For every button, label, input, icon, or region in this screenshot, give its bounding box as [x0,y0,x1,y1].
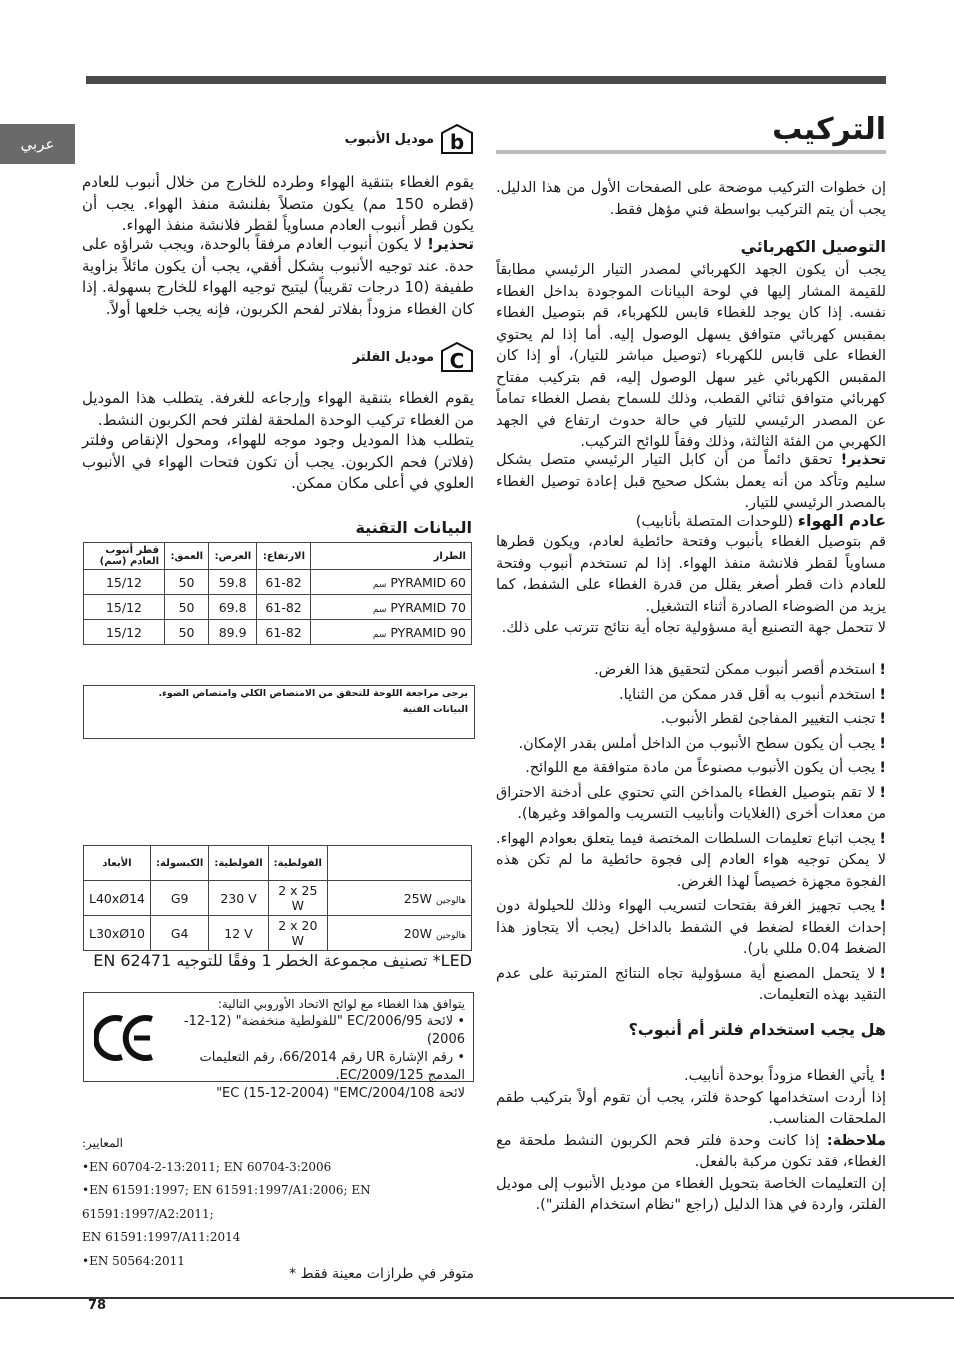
language-tab: عربي [0,124,75,164]
electrical-warning [496,450,886,515]
duct-model-warning [82,234,474,320]
electrical-body: يجب أن يكون الجهد الكهربائي لمصدر التيار الرئيسي مطابقاً للقيمة المشار إليها في لوحة البيانات الموجودة بداخل الغطاء نفسه. إذا كان يوجد للغطاء قابس للكهرباء، قم بتوصيل الغطاء بمقبس كهربائي متوافق يسهل الوصول إليه. أما إذا لم يحتوي الغطاء على قابس للكهرباء (توصيل مباشر للتيار)، أو إذا كان المقبس الكهربائي غير سهل الوصول إليه، قم بتركيب مفتاح كهربائي متوافق ثنائي القطب، وذلك للسماح بفصل الغطاء تماماً عن المصدر الرئيسي للتيار في حالة حدوث ارتفاع في الجهد الكهربي من الفئة الثالثة، وذلك وفقاً للوائح التركيب. [496,262,886,450]
filter-model-heading: موديل الفلتر [352,349,434,365]
filter-model-body1: يقوم الغطاء بتنقية الهواء وإرجاعه للغرفة. يتطلب هذا الموديل من الغطاء تركيب الوحدة الملحقة لفلتر فحم الكربون النشط. [82,389,474,429]
standards-title: المعايير: [82,1136,123,1150]
page-title: التركيب [772,112,886,147]
filter-line2: إذا أردت استخدامها كوحدة فلتر، يجب أن تقوم أولاً بتركيب طقم الملحقات المناسب. [496,1089,886,1127]
duct-model-icon [440,123,474,155]
list-item: !يجب اتباع تعليمات السلطات المختصة فيما يتعلق بعوادم الهواء. لا يمكن توجيه هواء العادم إلى فجوة حائطية ما لم تكن هذه الفجوة مجهزة خصيصاً لهذا الغرض. [496,830,886,890]
warning-text: تحقق دائماً من أن كابل التيار الرئيسي متصل بشكل سليم وتأكد من أنه يعمل بشكل صحيح قبل إعادة توصيل الغطاء بالمصدر الرئيسي للتيار. [496,452,886,511]
duct-model-header [300,122,474,156]
warning-label: تحذير! [427,235,474,253]
rating-plate-line1: يرجى مراجعة اللوحة للتحقق من الامتصاص الكلي وامتصاص الضوء. [158,688,468,699]
led-note: LED* تصنيف مجموعة الخطر 1 وفقًا للتوجيه EN 62471 [93,951,472,970]
list-item: !لا تقم بتوصيل الغطاء بالمداخن التي تحتوي على أدخنة الاحتراق من معدات أخرى (الغلايات وأنابيب التسريب والمواقد وغيرها). [496,784,886,822]
standards-line: •EN 60704-2-13:2011; EN 60704-3:2006 [82,1159,332,1174]
filter-model-icon [440,341,474,373]
col-volts: الفولطية: [209,846,268,881]
standards-line: •EN 61591:1997; EN 61591:1997/A1:2006; EN 61591:1997/A2:2011; [82,1183,371,1221]
compliance-box [83,992,474,1101]
exhaust-heading-note: (للوحدات المتصلة بأنابيب) [635,514,794,530]
rating-plate-line2: البيانات الفنية [402,704,468,715]
table-header-row [84,543,472,570]
duct-model-heading: موديل الأنبوب [344,131,434,147]
note-label: ملاحظة: [826,1132,887,1149]
col-dims: الأبعاد [84,846,151,881]
svg-text:b: b [449,130,465,154]
title-rule [496,150,886,154]
table-header-row [84,846,472,881]
exhaust-disclaimer: لا تتحمل جهة التصنيع أية مسؤولية تجاه أية نتائج تترتب على ذلك. [501,620,886,636]
exhaust-bullets [496,660,886,1010]
col-depth: العمق: [165,543,209,570]
list-item: !استخدم أنبوب به أقل قدر ممكن من الثنايا. [619,686,886,703]
list-item: !استخدم أقصر أنبوب ممكن لتحقيق هذا الغرض. [594,662,886,678]
tech-data-heading: البيانات التقنية [355,518,472,537]
list-item: !يجب أن يكون الأنبوب مصنوعاً من مادة متوافقة مع اللوائح. [525,760,886,776]
filter-line3: إن التعليمات الخاصة بتحويل الغطاء من موديل الأنبوب إلى موديل الفلتر، واردة في هذا الدليل (راجع "نظام استخدام الفلتر"). [496,1175,886,1213]
filter-question-body: ! يأتي الغطاء مزوداً بوحدة أنابيب. إذا أردت استخدامها كوحدة فلتر، يجب أن تقوم أولاً بتركيب طقم الملحقات المناسب. ملاحظة: إذا كانت وحدة فلتر فحم الكربون النشط ملحقة مع الغطاء، فقد تكون مركبة بالفعل. إن التعليمات الخاصة بتحويل الغطاء من موديل الأنبوب إلى موديل الفلتر، واردة في هذا الدليل (راجع "نظام استخدام الفلتر"). [496,1066,886,1217]
list-item: !يجب أن يكون سطح الأنبوب من الداخل أملس بقدر الإمكان. [518,735,886,752]
standards-block [82,1132,474,1273]
col-width: العرض: [209,543,257,570]
list-item: !لا يتحمل المصنع أية مسؤولية تجاه النتائج المترتبة على عدم التقيد بهذه التعليمات. [496,965,886,1003]
list-item: !يجب تجهيز الغرفة بفتحات لتسريب الهواء وذلك للحيلولة دون إحداث الغطاء لضغط في الشفط بالداخل (يجب ألا يتجاوز هذا الضغط 0.04 مللي بار). [496,898,886,957]
standards-line: EN 61591:1997/A11:2014 [82,1230,241,1244]
intro-text: إن خطوات التركيب موضحة على الصفحات الأول من هذا الدليل. يجب أن يتم التركيب بواسطة فني مؤهل فقط. [496,180,886,218]
tech-data-table [83,542,472,645]
ce-mark-icon [94,1013,156,1063]
col-watts: الفولطية: [268,846,327,881]
rating-plate-box [83,685,475,739]
bottom-rule [0,1297,954,1299]
note-text: إذا كانت وحدة فلتر فحم الكربون النشط ملحقة مع الغطاء، فقد تكون مركبة بالفعل. [496,1132,886,1170]
lamps-table [83,845,472,951]
electrical-heading: التوصيل الكهربائي [740,237,886,256]
col-model: الطراز [311,543,472,570]
compliance-item: • رقم الإشارة UR رقم 66/2014، رقم التعليمات المدمج EC/2009/125. [199,1050,465,1083]
filter-question-heading: هل يجب استخدام فلتر أم أنبوب؟ [628,1020,886,1039]
table-row: PYRAMID 70 سم 61-82 69.8 50 15/12 [84,595,472,620]
col-cap: الكبسولة: [151,846,209,881]
top-rule [86,76,886,84]
duct-model-body: يقوم الغطاء بتنقية الهواء وطرده للخارج من خلال أنبوب للعادم (قطره 150 مم) يكون متصلاً بفلنشة منفذ الهواء. يجب أن يكون قطر أنبوب العادم مساوياً لقطر فلانشة منفذ الهواء. [82,173,474,234]
table-row: PYRAMID 60 سم 61-82 59.8 50 15/12 [84,570,472,595]
standards-line: •EN 50564:2011 [82,1253,185,1268]
svg-text:C: C [449,349,465,373]
table-row: هالوجين 25W 2 x 25 W 230 V G9 L40xØ14 [84,881,472,916]
compliance-item: لائحة 2004/108/EC (15-12-2004) "EMC" [216,1086,465,1101]
list-item: !تجنب التغيير المفاجئ لقطر الأنبوب. [660,711,886,727]
warning-text: لا يكون أنبوب العادم مرفقاً بالوحدة، ويجب شراؤه على حدة. عند توجيه الأنبوب بشكل أفقي، يجب أن يكون مائلاً بزاوية طفيفة (10 درجات تقريباً) ليتيح توجيه الهواء للخارج بسهولة. إذا كان الغطاء مزوداً بفلاتر لفحم الكربون، فإنه يجب خلعها أولاً. [82,235,474,318]
compliance-item: • لائحة 2006/95/EC "للفولطية منخفضة" (12-12-2006) [183,1014,465,1047]
compliance-text [165,995,465,1103]
warning-label: تحذير! [840,452,886,468]
col-height: الارتفاع: [257,543,311,570]
table-row: PYRAMID 90 سم 61-82 89.9 50 15/12 [84,620,472,645]
compliance-title: يتوافق هذا الغطاء مع لوائح الاتحاد الأوروبي التالية: [217,997,465,1011]
col-duct: قطر أنبوب العادم (سم) [84,543,165,570]
page-number: 78 [88,1298,107,1313]
filter-model-body2: يتطلب هذا الموديل وجود موجه للهواء، ومحول الإنقاص وفلتر (فلاتر) فحم الكربون. يجب أن تكون فتحات الهواء في الأنبوب العلوي في أعلى مكان ممكن. [82,431,474,492]
filter-line1: يأتي الغطاء مزوداً بوحدة أنابيب. [684,1068,875,1084]
footnote: متوفر في طرازات معينة فقط * [289,1266,474,1282]
exhaust-body: قم بتوصيل الغطاء بأنبوب وفتحة حائطية لعادم، ويكون قطرها مساوياً لقطر فلانشة منفذ الهواء. إذا لم تستخدم أنبوب وفتحة للعادم ذات قطر أصغر يقلل من قدرة الغطاء على الشفط، كما يزيد من الضوضاء الصادرة أثناء التشغيل. [496,534,886,615]
exhaust-heading-line [496,510,886,534]
filter-model-header [300,340,474,374]
exhaust-heading: عادم الهواء [797,511,886,530]
table-row: هالوجين 20W 2 x 20 W 12 V G4 L30xØ10 [84,916,472,951]
